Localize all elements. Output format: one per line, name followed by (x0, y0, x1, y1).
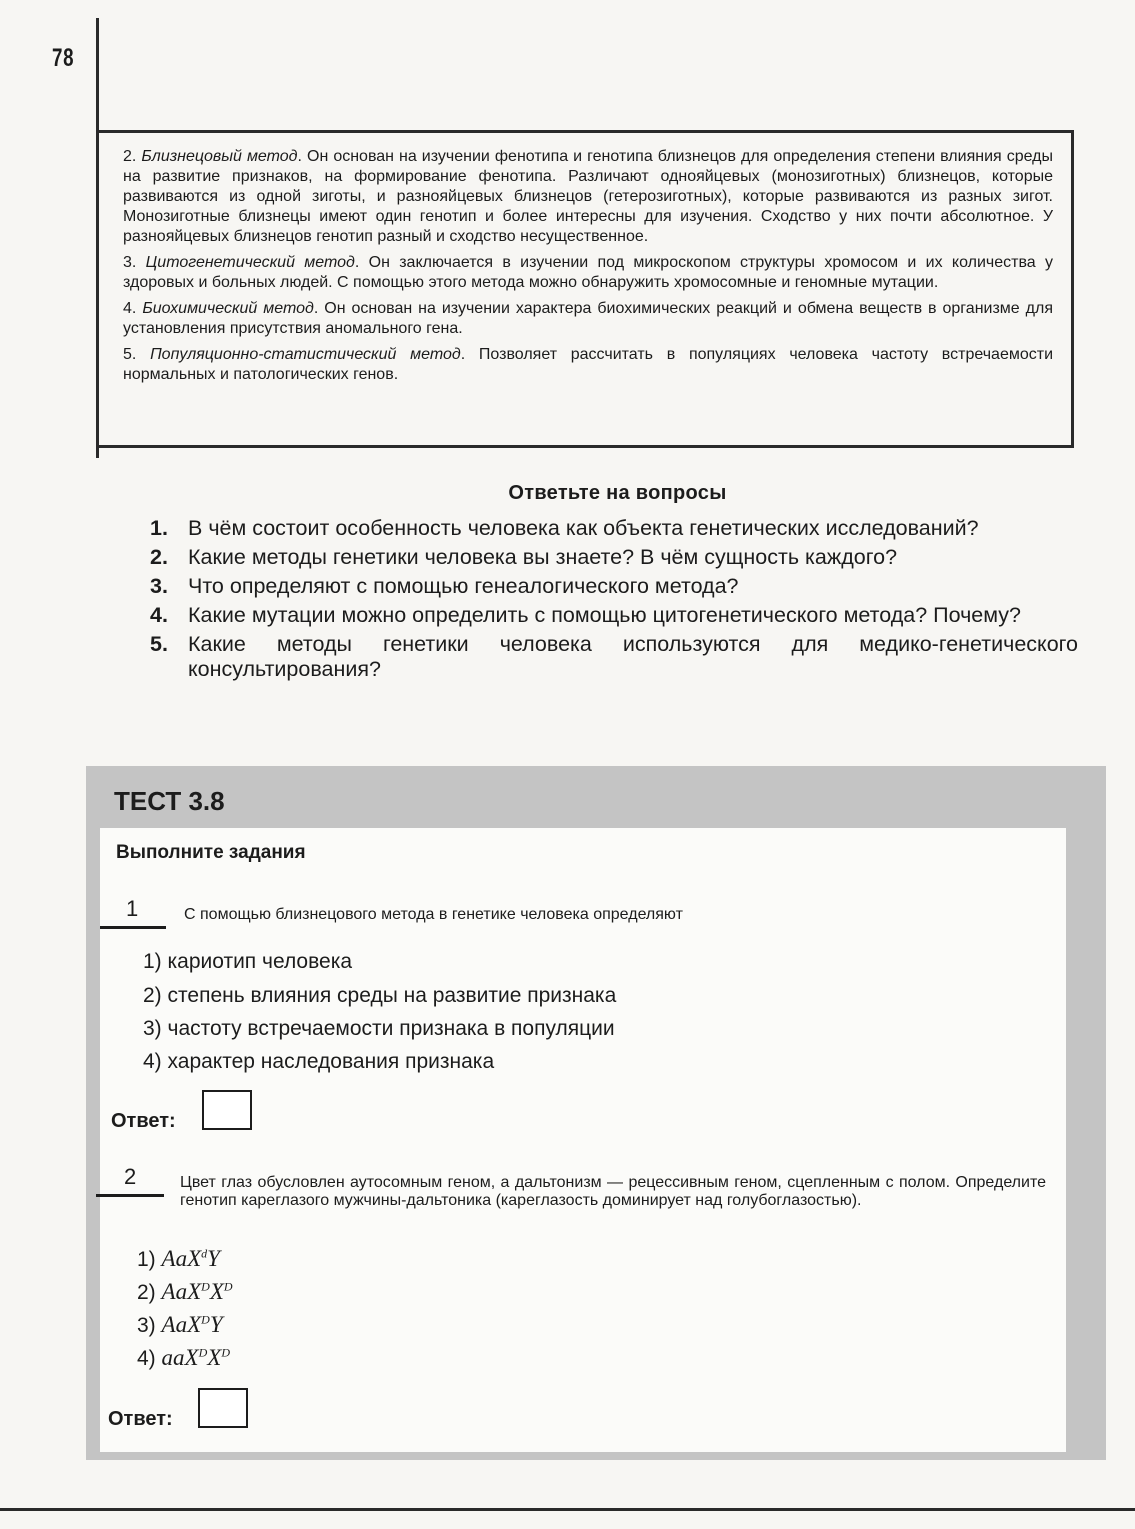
task-1-answer-label: Ответ: (111, 1110, 176, 1132)
method-paragraph: 4. Биохимический метод. Он основан на изучении характера биохимических реакций и обмена веществ в организме для установления присутствия аномального гена. (123, 300, 1054, 337)
method-paragraph: 3. Цитогенетический метод. Он заключается в изучении под микроскопом структуры хромосом и их количества у здоровых и больных людей. С помощью этого метода можно обнаружить хромосомные и геномные мутации. (123, 254, 1054, 291)
question-item: 1. В чём состоит особенность человека как объекта генетических исследований? (150, 516, 979, 540)
task-2-option[interactable]: 2) $AaX^DX^D$ (137, 1279, 233, 1304)
task-1-option[interactable]: 2) степень влияния среды на развитие признака (143, 984, 617, 1007)
question-item: 5. Какие методы генетики человека используются для медико-генетического консультирования? (150, 632, 1078, 681)
task-2-answer-box[interactable] (198, 1388, 248, 1428)
task-1-option[interactable]: 1) кариотип человека (143, 950, 353, 973)
task-2-answer-label: Ответ: (108, 1408, 173, 1430)
question-item: 3. Что определяют с помощью генеалогического метода? (150, 574, 739, 598)
question-list (150, 516, 1078, 686)
task-1-underline (100, 926, 166, 929)
task-1-option[interactable]: 3) частоту встречаемости признака в популяции (143, 1017, 615, 1040)
task-1-question: С помощью близнецового метода в генетике человека определяют (184, 906, 683, 923)
task-1-option[interactable]: 4) характер наследования признака (143, 1050, 495, 1073)
method-paragraph: 5. Популяционно-статистический метод. Позволяет рассчитать в популяциях человека частоту встречаемости нормальных и патологических генов. (123, 346, 1054, 383)
test-title: ТЕСТ 3.8 (114, 786, 225, 816)
task-1-number: 1 (126, 896, 139, 921)
task-1-answer-box[interactable] (202, 1090, 252, 1130)
question-item: 4. Какие мутации можно определить с помощью цитогенетического метода? Почему? (150, 603, 1021, 627)
task-2-number: 2 (124, 1164, 137, 1189)
method-paragraph: 2. Близнецовый метод. Он основан на изучении фенотипа и генотипа близнецов для определения степени влияния среды на развитие признаков, на формирование фенотипа. Различают однояйцевых (монозиготных) близнецов, которые развиваются из одной зиготы, и разнояйцевых близнецов (гетерозиготных), которые развиваются из разных зигот. Монозиготные близнецы имеют один генотип и более интересны для изучения. Сходство у них почти абсолютное. У разнояйцевых близнецов генотип разный и сходство несущественное. (123, 148, 1053, 245)
task-2-option[interactable]: 3) AaX$^D$Y (137, 1312, 223, 1337)
task-2-option[interactable]: 4) $aaX^DX^D$ (137, 1345, 230, 1370)
methods-info-box (96, 130, 1074, 448)
tasks-heading: Выполните задания (116, 842, 306, 863)
task-2-option[interactable]: 1) AaX$^d$Y (137, 1246, 220, 1271)
bottom-rule (0, 1508, 1135, 1511)
questions-heading: Ответьте на вопросы (508, 482, 727, 504)
task-2-underline (96, 1194, 164, 1197)
page-number: 78 (52, 44, 75, 72)
task-2-question: Цвет глаз обусловлен аутосомным геном, а дальтонизм — рецессивным геном, сцепленным с полом. Определите генотип кареглазого мужчины-дальтоника (кареглазость доминирует над голубоглазостью). (180, 1174, 1046, 1209)
question-item: 2. Какие методы генетики человека вы знаете? В чём сущность каждого? (150, 545, 898, 569)
